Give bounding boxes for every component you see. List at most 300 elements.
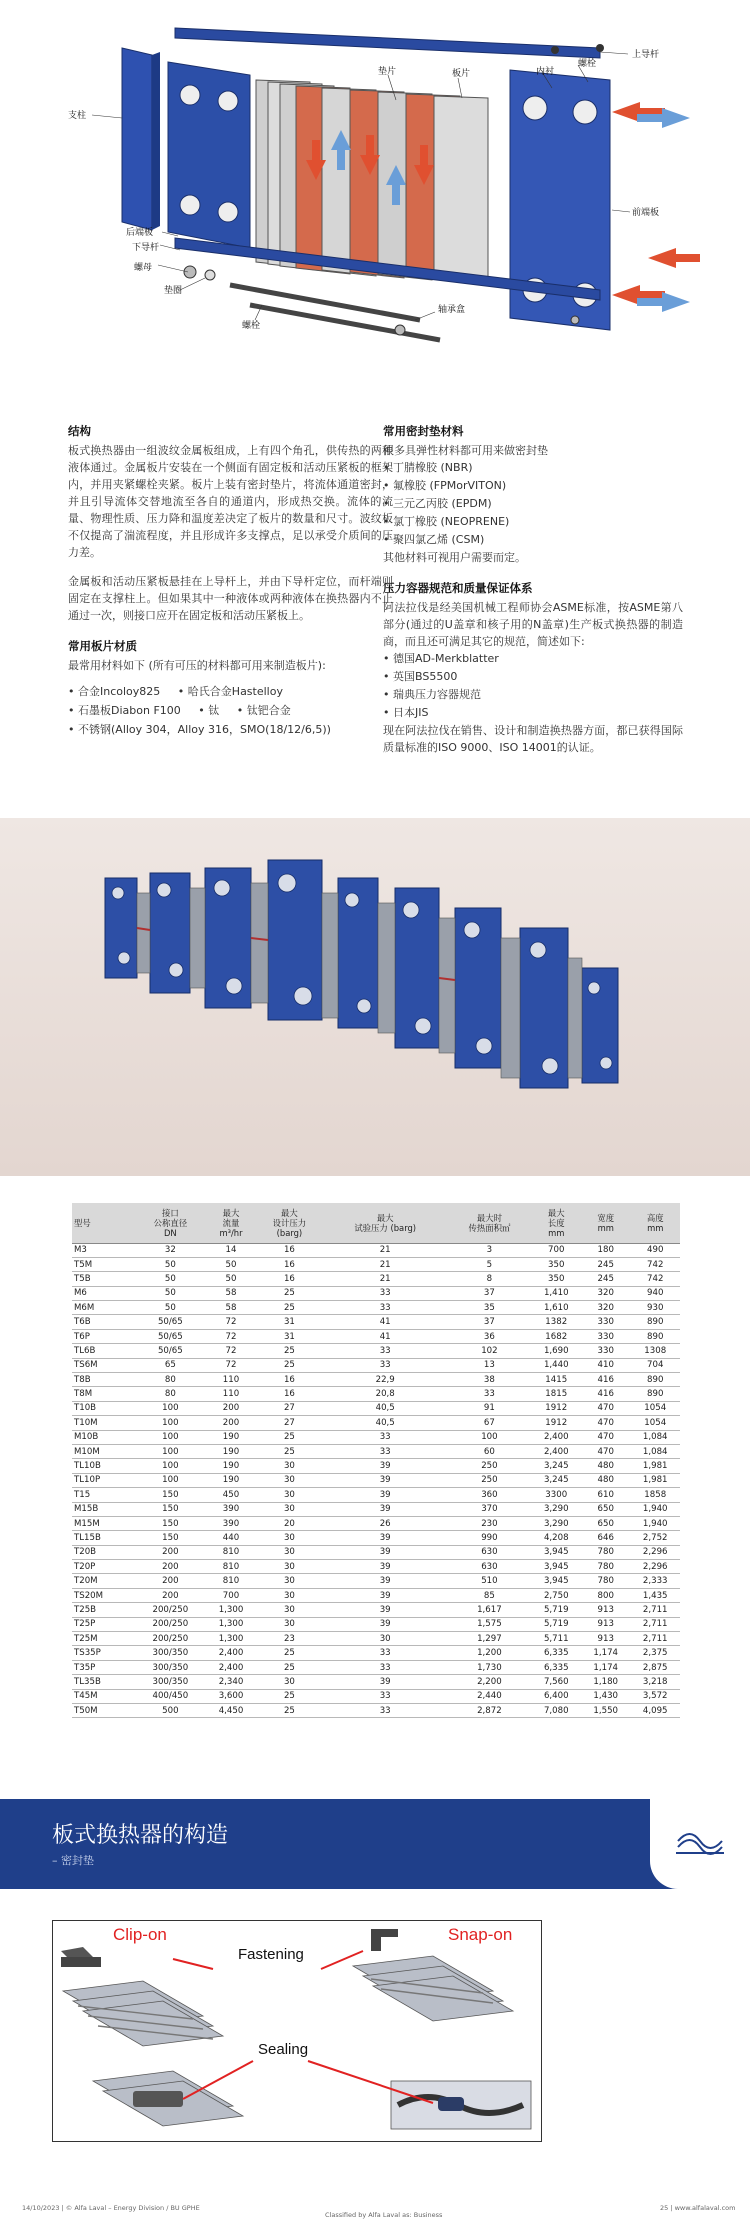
table-cell: 742 xyxy=(630,1272,680,1286)
table-cell: T5B xyxy=(72,1272,134,1286)
table-cell: 230 xyxy=(447,1516,531,1530)
table-cell: 2,875 xyxy=(630,1660,680,1674)
table-cell: 1858 xyxy=(630,1488,680,1502)
table-cell: 190 xyxy=(206,1444,255,1458)
table-cell: 4,095 xyxy=(630,1704,680,1718)
table-cell: 2,711 xyxy=(630,1617,680,1631)
table-row xyxy=(72,1286,680,1300)
table-cell: 30 xyxy=(256,1574,323,1588)
table-cell: 416 xyxy=(581,1387,630,1401)
exploded-diagram xyxy=(0,0,750,400)
label-column: 支柱 xyxy=(68,111,87,121)
table-cell: 330 xyxy=(581,1329,630,1343)
table-cell: 2,711 xyxy=(630,1603,680,1617)
table-cell: 39 xyxy=(323,1473,447,1487)
table-cell: 23 xyxy=(256,1632,323,1646)
table-cell: 40,5 xyxy=(323,1416,447,1430)
table-row xyxy=(72,1603,680,1617)
table-cell: 25 xyxy=(256,1660,323,1674)
table-cell: 39 xyxy=(323,1545,447,1559)
table-cell: 1,940 xyxy=(630,1502,680,1516)
table-cell: 1382 xyxy=(532,1315,581,1329)
table-cell: 780 xyxy=(581,1574,630,1588)
table-cell: T5M xyxy=(72,1257,134,1271)
table-cell: 3300 xyxy=(532,1488,581,1502)
pressure-paragraph-1: 阿法拉伐是经美国机械工程师协会ASME标准，按ASME第八部分(通过的U盖章和核子用的N盖章)生产板式换热器的制造商，而且还可满足其它的规范，简述如下: xyxy=(383,601,683,648)
table-cell: 100 xyxy=(447,1430,531,1444)
table-cell: 1,180 xyxy=(581,1675,630,1689)
table-cell: 1308 xyxy=(630,1344,680,1358)
table-cell: 33 xyxy=(323,1660,447,1674)
table-cell: 25 xyxy=(256,1301,323,1315)
material-item: • 钛 xyxy=(198,704,219,717)
table-cell: 25 xyxy=(256,1444,323,1458)
table-cell: 6,335 xyxy=(532,1660,581,1674)
table-cell: 890 xyxy=(630,1373,680,1387)
table-cell: 470 xyxy=(581,1430,630,1444)
table-cell: 2,340 xyxy=(206,1675,255,1689)
table-cell: 38 xyxy=(447,1373,531,1387)
table-cell: 33 xyxy=(323,1689,447,1703)
table-row xyxy=(72,1358,680,1372)
table-cell: TL6B xyxy=(72,1344,134,1358)
table-cell: 13 xyxy=(447,1358,531,1372)
table-cell: T25P xyxy=(72,1617,134,1631)
table-cell: 742 xyxy=(630,1257,680,1271)
table-row xyxy=(72,1560,680,1574)
table-cell: 100 xyxy=(134,1416,206,1430)
table-cell: 2,296 xyxy=(630,1560,680,1574)
table-cell: 30 xyxy=(256,1545,323,1559)
table-cell: 39 xyxy=(323,1531,447,1545)
table-cell: 1415 xyxy=(532,1373,581,1387)
alfa-laval-logo-icon xyxy=(650,1799,750,1889)
table-cell: 33 xyxy=(323,1646,447,1660)
label-bolt-bottom: 螺栓 xyxy=(242,321,261,331)
table-cell: 80 xyxy=(134,1373,206,1387)
table-cell: 3,945 xyxy=(532,1545,581,1559)
table-cell: 3,600 xyxy=(206,1689,255,1703)
code-item: • 瑞典压力容器规范 xyxy=(383,686,683,704)
table-cell: 100 xyxy=(134,1430,206,1444)
table-cell: 1815 xyxy=(532,1387,581,1401)
table-cell: 1,174 xyxy=(581,1646,630,1660)
table-cell: 32 xyxy=(134,1243,206,1257)
table-cell: 20,8 xyxy=(323,1387,447,1401)
table-cell: 250 xyxy=(447,1459,531,1473)
table-cell: 50/65 xyxy=(134,1329,206,1343)
table-header-row xyxy=(72,1203,680,1243)
table-cell: 940 xyxy=(630,1286,680,1300)
table-cell: T20M xyxy=(72,1574,134,1588)
table-cell: 913 xyxy=(581,1632,630,1646)
table-cell: 650 xyxy=(581,1502,630,1516)
table-cell: 400/450 xyxy=(134,1689,206,1703)
table-cell: 416 xyxy=(581,1373,630,1387)
table-cell: 91 xyxy=(447,1401,531,1415)
table-row xyxy=(72,1473,680,1487)
column-header: 最大 长度 mm xyxy=(532,1203,581,1243)
table-cell: 1,610 xyxy=(532,1301,581,1315)
table-cell: 65 xyxy=(134,1358,206,1372)
table-cell: 1,410 xyxy=(532,1286,581,1300)
product-lineup-photo xyxy=(0,818,750,1176)
description-text xyxy=(0,415,750,815)
table-cell: M15B xyxy=(72,1502,134,1516)
table-cell: 30 xyxy=(256,1488,323,1502)
table-cell: 26 xyxy=(323,1516,447,1530)
material-item: • 哈氏合金Hastelloy xyxy=(178,685,283,698)
table-cell: 31 xyxy=(256,1329,323,1343)
table-cell: 1,200 xyxy=(447,1646,531,1660)
table-cell: 2,400 xyxy=(532,1430,581,1444)
table-cell: 37 xyxy=(447,1315,531,1329)
structure-paragraph-2: 金属板和活动压紧板悬挂在上导杆上，并由下导杆定位，而杆端则固定在支撑柱上。但如果其中一种液体或两种液体在换热器内不止通过一次，则接口应开在固定板和活动压紧板上。 xyxy=(68,575,393,622)
gasket-material-item: • 丁腈橡胶 (NBR) xyxy=(383,459,683,477)
table-cell: 1054 xyxy=(630,1416,680,1430)
pressure-paragraph-2: 现在阿法拉伐在销售、设计和制造换热器方面，都已获得国际质量标准的ISO 9000、ISO 14001的认证。 xyxy=(383,724,683,754)
table-cell: 67 xyxy=(447,1416,531,1430)
table-cell: 245 xyxy=(581,1257,630,1271)
table-cell: 810 xyxy=(206,1574,255,1588)
table-row xyxy=(72,1329,680,1343)
table-cell: 1,981 xyxy=(630,1473,680,1487)
column-header: 最大 设计压力 (barg) xyxy=(256,1203,323,1243)
table-cell: 630 xyxy=(447,1545,531,1559)
table-cell: 20 xyxy=(256,1516,323,1530)
table-cell: 100 xyxy=(134,1459,206,1473)
table-cell: 5,719 xyxy=(532,1617,581,1631)
structure-heading: 结构 xyxy=(68,424,91,438)
table-cell: 1,174 xyxy=(581,1660,630,1674)
table-cell: 3,218 xyxy=(630,1675,680,1689)
material-item: • 石墨板Diabon F100 xyxy=(68,704,181,717)
table-cell: 3,945 xyxy=(532,1574,581,1588)
table-cell: 150 xyxy=(134,1488,206,1502)
table-cell: 3,245 xyxy=(532,1473,581,1487)
table-cell: 2,296 xyxy=(630,1545,680,1559)
table-cell: 30 xyxy=(256,1459,323,1473)
table-cell: 5,711 xyxy=(532,1632,581,1646)
table-cell: 470 xyxy=(581,1444,630,1458)
column-header: 宽度 mm xyxy=(581,1203,630,1243)
table-cell: 39 xyxy=(323,1588,447,1602)
table-cell: 2,752 xyxy=(630,1531,680,1545)
table-cell: 30 xyxy=(256,1560,323,1574)
table-cell: 30 xyxy=(256,1588,323,1602)
table-cell: 33 xyxy=(323,1344,447,1358)
table-row xyxy=(72,1257,680,1271)
table-cell: 4,208 xyxy=(532,1531,581,1545)
table-cell: M10M xyxy=(72,1444,134,1458)
table-cell: 1,084 xyxy=(630,1444,680,1458)
table-cell: 21 xyxy=(323,1257,447,1271)
table-cell: 450 xyxy=(206,1488,255,1502)
column-header: 型号 xyxy=(72,1203,134,1243)
table-cell: 30 xyxy=(256,1675,323,1689)
table-cell: 1,435 xyxy=(630,1588,680,1602)
table-cell: 470 xyxy=(581,1401,630,1415)
table-row xyxy=(72,1660,680,1674)
table-cell: 1,940 xyxy=(630,1516,680,1530)
right-column xyxy=(383,423,683,756)
table-cell: 890 xyxy=(630,1387,680,1401)
materials-intro: 最常用材料如下 (所有可压的材料都可用来制造板片): xyxy=(68,659,326,672)
table-cell: 110 xyxy=(206,1373,255,1387)
table-cell: 1912 xyxy=(532,1416,581,1430)
table-cell: 30 xyxy=(256,1617,323,1631)
label-rear-plate: 后端板 xyxy=(126,228,154,238)
table-row xyxy=(72,1373,680,1387)
table-row xyxy=(72,1430,680,1444)
table-row xyxy=(72,1301,680,1315)
table-cell: 30 xyxy=(256,1531,323,1545)
table-cell: 50 xyxy=(206,1272,255,1286)
table-cell: 480 xyxy=(581,1473,630,1487)
table-cell: 500 xyxy=(134,1704,206,1718)
table-cell: 50 xyxy=(134,1272,206,1286)
table-cell: 350 xyxy=(532,1257,581,1271)
table-row xyxy=(72,1488,680,1502)
table-cell: T10B xyxy=(72,1401,134,1415)
structure-paragraph-1: 板式换热器由一组波纹金属板组成，上有四个角孔，供传热的两种液体通过。金属板片安装在一个侧面有固定板和活动压紧板的框架内，并用夹紧螺栓夹紧。板片上装有密封垫片，将流体通道密封，并且引导流体交替地流至各自的通道内，形成热交换。流体的流量、物理性质、压力降和温度差决定了板片的数量和尺寸。波纹板不仅提高了湍流程度，并且形成许多支撑点，足以承受介质间的压力差。 xyxy=(68,444,393,559)
table-cell: 1,430 xyxy=(581,1689,630,1703)
table-cell: 50 xyxy=(134,1301,206,1315)
table-cell: 2,400 xyxy=(206,1660,255,1674)
table-cell: 39 xyxy=(323,1574,447,1588)
table-row xyxy=(72,1344,680,1358)
table-cell: 410 xyxy=(581,1358,630,1372)
table-cell: 7,080 xyxy=(532,1704,581,1718)
table-cell: T50M xyxy=(72,1704,134,1718)
table-row xyxy=(72,1502,680,1516)
table-cell: 190 xyxy=(206,1459,255,1473)
table-cell: 2,333 xyxy=(630,1574,680,1588)
table-cell: 30 xyxy=(256,1502,323,1516)
table-row xyxy=(72,1632,680,1646)
gasket-materials-outro: 其他材料可视用户需要而定。 xyxy=(383,551,526,564)
table-cell: 320 xyxy=(581,1286,630,1300)
table-cell: 704 xyxy=(630,1358,680,1372)
table-cell: 50 xyxy=(134,1286,206,1300)
table-cell: 300/350 xyxy=(134,1646,206,1660)
table-cell: 440 xyxy=(206,1531,255,1545)
table-cell: 39 xyxy=(323,1603,447,1617)
table-cell: 330 xyxy=(581,1315,630,1329)
table-row xyxy=(72,1272,680,1286)
table-cell: 800 xyxy=(581,1588,630,1602)
table-cell: 36 xyxy=(447,1329,531,1343)
table-cell: T6B xyxy=(72,1315,134,1329)
table-cell: 300/350 xyxy=(134,1675,206,1689)
table-cell: T8M xyxy=(72,1387,134,1401)
table-cell: T45M xyxy=(72,1689,134,1703)
table-cell: 25 xyxy=(256,1704,323,1718)
table-cell: 1,550 xyxy=(581,1704,630,1718)
table-cell: TL35B xyxy=(72,1675,134,1689)
table-cell: 25 xyxy=(256,1430,323,1444)
table-row xyxy=(72,1531,680,1545)
table-cell: 3,245 xyxy=(532,1459,581,1473)
table-cell: 25 xyxy=(256,1344,323,1358)
table-cell: 190 xyxy=(206,1473,255,1487)
phe-exploded-illustration xyxy=(0,0,750,400)
table-cell: 360 xyxy=(447,1488,531,1502)
table-cell: 245 xyxy=(581,1272,630,1286)
sealing-label: Sealing xyxy=(258,2041,309,2058)
table-cell: 3,290 xyxy=(532,1516,581,1530)
table-cell: TS20M xyxy=(72,1588,134,1602)
table-cell: 150 xyxy=(134,1502,206,1516)
table-row xyxy=(72,1574,680,1588)
table-cell: T25B xyxy=(72,1603,134,1617)
table-cell: 1,575 xyxy=(447,1617,531,1631)
table-cell: 33 xyxy=(323,1430,447,1444)
table-cell: 39 xyxy=(323,1675,447,1689)
table-cell: 41 xyxy=(323,1329,447,1343)
table-cell: 100 xyxy=(134,1401,206,1415)
table-cell: 510 xyxy=(447,1574,531,1588)
table-cell: 470 xyxy=(581,1416,630,1430)
gasket-material-item: • 三元乙丙胶 (EPDM) xyxy=(383,495,683,513)
table-cell: 102 xyxy=(447,1344,531,1358)
label-washer: 垫圈 xyxy=(164,286,183,296)
table-cell: 39 xyxy=(323,1459,447,1473)
table-cell: 200 xyxy=(134,1560,206,1574)
code-item: • 英国BS5500 xyxy=(383,668,683,686)
table-cell: 58 xyxy=(206,1301,255,1315)
materials-heading: 常用板片材质 xyxy=(68,639,137,653)
table-cell: 700 xyxy=(206,1588,255,1602)
label-bearing-box: 轴承盒 xyxy=(438,305,466,315)
slide-subtitle: – 密封垫 xyxy=(52,1854,94,1867)
table-cell: 3 xyxy=(447,1243,531,1257)
table-cell: 330 xyxy=(581,1344,630,1358)
table-cell: 41 xyxy=(323,1315,447,1329)
table-row xyxy=(72,1516,680,1530)
table-cell: 1,300 xyxy=(206,1632,255,1646)
table-cell: 8 xyxy=(447,1272,531,1286)
table-cell: 200/250 xyxy=(134,1603,206,1617)
gasket-material-item: • 氯丁橡胶 (NEOPRENE) xyxy=(383,513,683,531)
table-cell: 58 xyxy=(206,1286,255,1300)
footer-right: 25 | www.alfalaval.com xyxy=(660,2204,736,2212)
table-cell: 72 xyxy=(206,1315,255,1329)
table-row xyxy=(72,1545,680,1559)
table-row xyxy=(72,1704,680,1718)
table-cell: T6P xyxy=(72,1329,134,1343)
table-cell: 200 xyxy=(206,1401,255,1415)
pressure-heading: 压力容器规范和质量保证体系 xyxy=(383,581,533,595)
table-cell: 2,400 xyxy=(206,1646,255,1660)
table-cell: M3 xyxy=(72,1243,134,1257)
gasket-fastening-diagram xyxy=(52,1920,542,2142)
table-cell: 33 xyxy=(323,1301,447,1315)
table-cell: 1,297 xyxy=(447,1632,531,1646)
table-cell: 1,300 xyxy=(206,1617,255,1631)
table-cell: TL10B xyxy=(72,1459,134,1473)
footer-left: 14/10/2023 | © Alfa Laval – Energy Division / BU GPHE xyxy=(22,2204,200,2212)
table-cell: 200/250 xyxy=(134,1617,206,1631)
gasket-material-item: • 氟橡胶 (FPMorVITON) xyxy=(383,477,683,495)
table-cell: 646 xyxy=(581,1531,630,1545)
table-cell: TL15B xyxy=(72,1531,134,1545)
table-cell: 6,335 xyxy=(532,1646,581,1660)
table-cell: 1054 xyxy=(630,1401,680,1415)
table-cell: 700 xyxy=(532,1243,581,1257)
table-cell: 30 xyxy=(256,1603,323,1617)
table-cell: 3,945 xyxy=(532,1560,581,1574)
table-cell: 2,200 xyxy=(447,1675,531,1689)
table-cell: 16 xyxy=(256,1373,323,1387)
table-cell: 930 xyxy=(630,1301,680,1315)
table-cell: 1,300 xyxy=(206,1603,255,1617)
table-cell: 50/65 xyxy=(134,1344,206,1358)
table-cell: T20B xyxy=(72,1545,134,1559)
label-bottom-bar: 下导杆 xyxy=(132,243,160,253)
table-cell: TL10P xyxy=(72,1473,134,1487)
table-cell: 190 xyxy=(206,1430,255,1444)
table-cell: 480 xyxy=(581,1459,630,1473)
table-cell: 6,400 xyxy=(532,1689,581,1703)
table-cell: 2,711 xyxy=(630,1632,680,1646)
table-cell: T8B xyxy=(72,1373,134,1387)
table-cell: 490 xyxy=(630,1243,680,1257)
snap-on-label: Snap-on xyxy=(448,1925,513,1944)
table-cell: 200/250 xyxy=(134,1632,206,1646)
table-cell: 990 xyxy=(447,1531,531,1545)
table-cell: 200 xyxy=(134,1574,206,1588)
table-cell: 33 xyxy=(447,1387,531,1401)
table-cell: 21 xyxy=(323,1272,447,1286)
table-cell: 150 xyxy=(134,1531,206,1545)
table-cell: 33 xyxy=(323,1286,447,1300)
footer-center: Classified by Alfa Laval as: Business xyxy=(325,2211,443,2219)
table-cell: 16 xyxy=(256,1272,323,1286)
gasket-material-item: • 聚四氯乙烯 (CSM) xyxy=(383,531,683,549)
table-cell: 1682 xyxy=(532,1329,581,1343)
table-cell: 100 xyxy=(134,1444,206,1458)
table-cell: 2,400 xyxy=(532,1444,581,1458)
table-cell: 1,690 xyxy=(532,1344,581,1358)
code-item: • 德国AD-Merkblatter xyxy=(383,650,683,668)
table-cell: 50 xyxy=(206,1257,255,1271)
table-cell: 390 xyxy=(206,1516,255,1530)
column-header: 高度 mm xyxy=(630,1203,680,1243)
table-row xyxy=(72,1646,680,1660)
table-cell: 22,9 xyxy=(323,1373,447,1387)
table-cell: 370 xyxy=(447,1502,531,1516)
table-cell: 50 xyxy=(134,1257,206,1271)
clip-on-label: Clip-on xyxy=(113,1925,167,1944)
table-cell: 33 xyxy=(323,1358,447,1372)
column-header: 最大时 传热面积㎡ xyxy=(447,1203,531,1243)
table-cell: 27 xyxy=(256,1401,323,1415)
table-cell: 27 xyxy=(256,1416,323,1430)
table-cell: 25 xyxy=(256,1286,323,1300)
table-cell: 40,5 xyxy=(323,1401,447,1415)
table-cell: 2,872 xyxy=(447,1704,531,1718)
table-cell: 890 xyxy=(630,1329,680,1343)
table-cell: 1912 xyxy=(532,1401,581,1415)
table-cell: 1,981 xyxy=(630,1459,680,1473)
table-cell: 33 xyxy=(323,1704,447,1718)
table-row xyxy=(72,1416,680,1430)
table-row xyxy=(72,1243,680,1257)
table-cell: 890 xyxy=(630,1315,680,1329)
table-cell: 1,617 xyxy=(447,1603,531,1617)
label-bolt-top: 螺栓 xyxy=(578,59,597,69)
